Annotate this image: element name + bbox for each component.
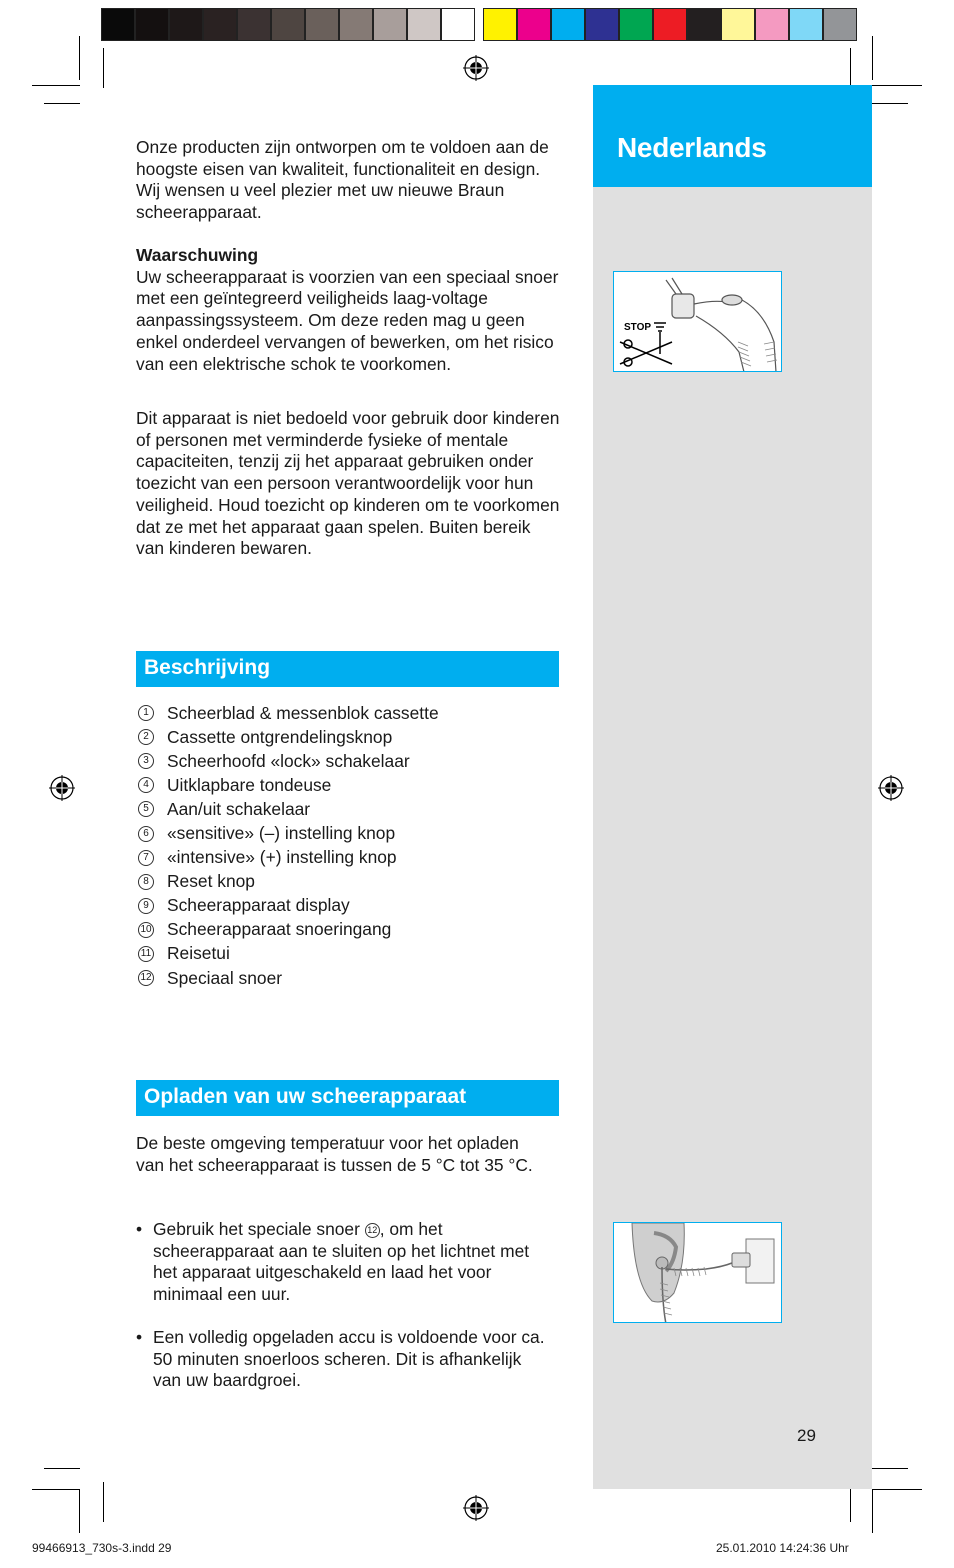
stop-label: STOP (624, 322, 652, 333)
color-swatch (721, 8, 755, 41)
crop-mark (872, 1489, 922, 1490)
shaver-plug-illustration (614, 1223, 782, 1323)
color-swatch (237, 8, 271, 41)
item-number: 12 (138, 970, 154, 986)
item-number: 11 (138, 946, 154, 962)
item-number: 5 (138, 801, 154, 817)
item-number: 7 (138, 850, 154, 866)
warning-block (136, 245, 561, 375)
footer-timestamp: 25.01.2010 14:24:36 Uhr (716, 1541, 849, 1555)
color-swatch (687, 8, 721, 41)
item-label: Scheerapparaat snoeringang (167, 919, 392, 940)
list-item (136, 918, 576, 942)
cord-plug-illustration (614, 272, 782, 372)
item-number: 6 (138, 826, 154, 842)
color-swatch (305, 8, 339, 41)
warning-heading: Waarschuwing (136, 245, 259, 265)
item-number: 10 (138, 922, 154, 938)
registration-mark-icon (49, 775, 75, 801)
registration-mark-icon (878, 775, 904, 801)
crop-mark (79, 36, 80, 80)
list-item (136, 701, 576, 725)
color-swatch (551, 8, 585, 41)
list-item (136, 749, 576, 773)
list-item (136, 725, 576, 749)
crop-mark (872, 103, 908, 104)
language-header (593, 85, 872, 187)
bullet-dot: • (136, 1327, 143, 1347)
item-label: «intensive» (+) instelling knop (167, 847, 397, 868)
item-label: Aan/uit schakelaar (167, 798, 311, 819)
list-item (136, 942, 576, 966)
item-label: Speciaal snoer (167, 967, 283, 988)
crop-mark (32, 85, 80, 86)
list-item (136, 773, 576, 797)
bullet-text: Een volledig opgeladen accu is voldoende voor ca. 50 minuten snoerloos scheren. Dit is afhankelijk van uw baardgroei. (153, 1327, 545, 1391)
color-swatch (441, 8, 475, 41)
color-calibration-bar (101, 8, 857, 41)
list-item (136, 846, 576, 870)
color-swatch (517, 8, 551, 41)
figure-shaver-charging (613, 1222, 782, 1323)
list-item (136, 821, 576, 845)
crop-mark (103, 48, 104, 88)
crop-mark (850, 48, 851, 88)
item-number: 3 (138, 753, 154, 769)
description-list (136, 701, 576, 990)
description-section-header (136, 651, 559, 687)
registration-mark-icon (463, 55, 489, 81)
page-number: 29 (797, 1426, 816, 1445)
list-item (136, 894, 576, 918)
item-label: Scheerblad & messenblok cassette (167, 702, 439, 723)
color-swatch (203, 8, 237, 41)
item-label: Cassette ontgrendelingsknop (167, 726, 393, 747)
footer-file-info: 99466913_730s-3.indd 29 (32, 1541, 172, 1555)
list-item (136, 966, 576, 990)
reference-number: 12 (365, 1223, 380, 1238)
color-swatch (619, 8, 653, 41)
charging-intro: De beste omgeving temperatuur voor het opladen van het scheerapparaat is tussen de 5 °C tot 35 °C. (136, 1133, 533, 1175)
bullet-text-part: , om het scheerapparaat aan te sluiten op het lichtnet met het apparaat uitgeschakeld en laad het voor minimaal een uur. (153, 1219, 530, 1305)
item-number: 9 (138, 898, 154, 914)
figure-cord-stop (613, 271, 782, 372)
crop-mark (872, 1468, 908, 1469)
intro-paragraph: Onze producten zijn ontworpen om te voldoen aan de hoogste eisen van kwaliteit, functionaliteit en design. Wij wensen u veel plezier met uw nieuwe Braun scheerapparaat. (136, 137, 549, 223)
item-label: Uitklapbare tondeuse (167, 774, 332, 795)
color-swatch (373, 8, 407, 41)
color-swatch (271, 8, 305, 41)
registration-mark-icon (463, 1495, 489, 1521)
color-swatch (101, 8, 135, 41)
warning-text: Uw scheerapparaat is voorzien van een speciaal snoer met een geïntegreerd veiligheids laag-voltage aanpassingssysteem. Om deze reden mag u geen enkel onderdeel vervangen of bewerken, om het risico van een elektrische schok te voorkomen. (136, 266, 559, 374)
bullet-text-part: Gebruik het speciale snoer (153, 1219, 365, 1239)
children-note: Dit apparaat is niet bedoeld voor gebruik door kinderen of personen met verminderde fysieke of mentale capaciteiten, tenzij zij het apparaat gebruiken onder toezicht van een persoon verantwoordelijk voor hun veiligheid. Houd toezicht op kinderen om te voorkomen dat ze met het apparaat gaan spelen. Buiten bereik van kinderen bewaren. (136, 408, 560, 559)
color-swatch (789, 8, 823, 41)
crop-mark (872, 36, 873, 80)
charging-title: Opladen van uw scheerapparaat (144, 1085, 467, 1108)
item-label: Reisetui (167, 943, 230, 964)
item-number: 2 (138, 729, 154, 745)
crop-mark (32, 1489, 80, 1490)
crop-mark (79, 1489, 80, 1533)
charging-section-header (136, 1080, 559, 1116)
color-swatch (407, 8, 441, 41)
color-swatch (653, 8, 687, 41)
color-swatch (755, 8, 789, 41)
bullet-text (153, 1219, 553, 1306)
color-swatch (135, 8, 169, 41)
color-swatch (483, 8, 517, 41)
list-item (136, 797, 576, 821)
crop-mark (103, 1482, 104, 1522)
item-number: 8 (138, 874, 154, 890)
item-number: 4 (138, 777, 154, 793)
color-swatch (339, 8, 373, 41)
description-title: Beschrijving (144, 656, 271, 679)
color-swatch (823, 8, 857, 41)
crop-mark (44, 103, 80, 104)
swatch-gap (475, 8, 483, 41)
bullet-dot: • (136, 1219, 143, 1239)
crop-mark (44, 1468, 80, 1469)
item-label: «sensitive» (–) instelling knop (167, 823, 396, 844)
item-label: Scheerhoofd «lock» schakelaar (167, 750, 410, 771)
color-swatch (585, 8, 619, 41)
crop-mark (872, 85, 922, 86)
language-title: Nederlands (617, 132, 767, 163)
item-label: Reset knop (167, 871, 255, 892)
item-label: Scheerapparaat display (167, 895, 350, 916)
list-item (136, 870, 576, 894)
crop-mark (872, 1489, 873, 1533)
item-number: 1 (138, 705, 154, 721)
color-swatch (169, 8, 203, 41)
